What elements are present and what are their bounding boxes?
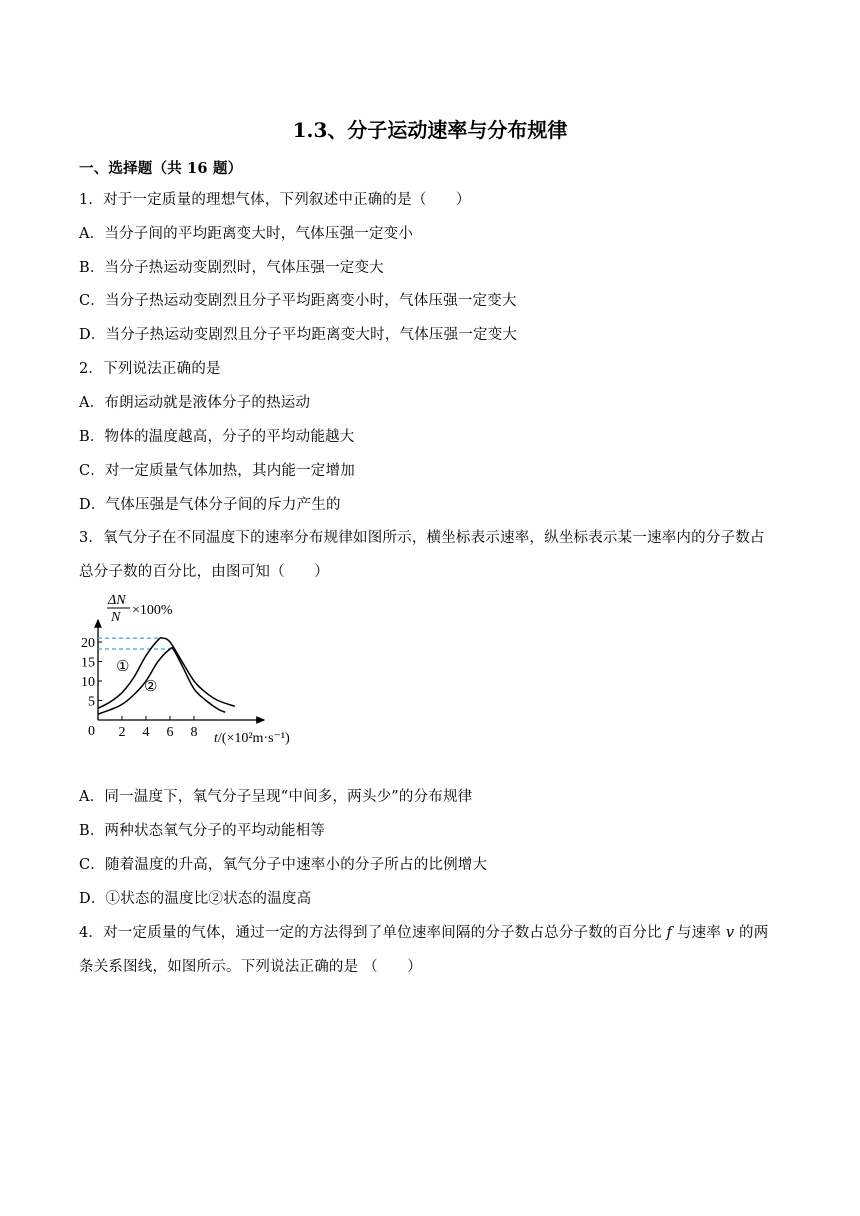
q2-option-d: D．气体压强是气体分子间的斥力产生的 [79, 497, 341, 513]
q2-option-b: B．物体的温度越高，分子的平均动能越大 [79, 429, 355, 445]
speed-distribution-chart [78, 590, 308, 750]
q4-stem-line2: 条关系图线，如图所示。下列说法正确的是 （ ） [79, 959, 422, 975]
q4-stem-part3: 的两 [734, 925, 769, 941]
x-tick-label: 6 [166, 725, 174, 740]
q2-stem: 2．下列说法正确的是 [79, 361, 221, 377]
q2-option-a: A．布朗运动就是液体分子的热运动 [79, 395, 311, 411]
y-label-numerator: ΔN [108, 593, 126, 608]
q3-stem-line2: 总分子数的百分比，由图可知（ ） [79, 564, 329, 580]
x-tick-label: 8 [190, 725, 198, 740]
q3-option-a: A．同一温度下，氧气分子呈现“中间多，两头少”的分布规律 [79, 789, 473, 805]
q1-stem: 1．对于一定质量的理想气体，下列叙述中正确的是（ ） [79, 192, 471, 208]
q3-option-c: C．随着温度的升高，氧气分子中速率小的分子所占的比例增大 [79, 857, 488, 873]
x-axis-label-var: t [214, 731, 218, 746]
q1-option-a: A．当分子间的平均距离变大时，气体压强一定变小 [79, 226, 414, 242]
x-axis-label [214, 731, 290, 746]
q4-stem-part1: 4．对一定质量的气体，通过一定的方法得到了单位速率间隔的分子数占总分子数的百分比 [79, 925, 667, 941]
q1-option-d: D．当分子热运动变剧烈且分子平均距离变大时，气体压强一定变大 [79, 327, 518, 343]
q3-option-b: B．两种状态氧气分子的平均动能相等 [79, 823, 326, 839]
x-tick-label: 4 [142, 725, 150, 740]
q2-option-c: C．对一定质量气体加热，其内能一定增加 [79, 463, 355, 479]
q1-option-b: B．当分子热运动变剧烈时，气体压强一定变大 [79, 260, 384, 276]
y-label-denominator: N [111, 610, 121, 625]
x-axis-label-unit: /(×10²m·s⁻¹) [217, 731, 290, 746]
q3-stem-line1: 3．氧气分子在不同温度下的速率分布规律如图所示，横坐标表示速率，纵坐标表示某一速率内的分子数占 [79, 530, 765, 546]
y-label-suffix: ×100% [132, 603, 173, 618]
section-heading: 一、选择题（共 16 题） [79, 160, 243, 177]
series-1-label: ① [116, 659, 130, 675]
y-tick-label: 10 [81, 675, 95, 690]
origin-label: 0 [88, 724, 95, 739]
q4-stem-part2: 与速率 [672, 925, 726, 941]
q4-stem-line1 [79, 923, 768, 943]
series-2-label: ② [144, 679, 158, 695]
page-title: 1.3、分子运动速率与分布规律 [292, 118, 568, 142]
y-tick-label: 20 [81, 636, 95, 651]
q4-var-v: v [725, 925, 735, 941]
q4-var-f: f [666, 925, 673, 941]
y-tick-label: 5 [88, 694, 95, 710]
q1-option-c: C．当分子热运动变剧烈且分子平均距离变小时，气体压强一定变大 [79, 293, 517, 309]
y-tick-label: 15 [81, 655, 95, 671]
x-tick-label: 2 [118, 725, 126, 740]
q3-option-d: D．①状态的温度比②状态的温度高 [79, 891, 312, 907]
series-2-curve [98, 648, 225, 715]
